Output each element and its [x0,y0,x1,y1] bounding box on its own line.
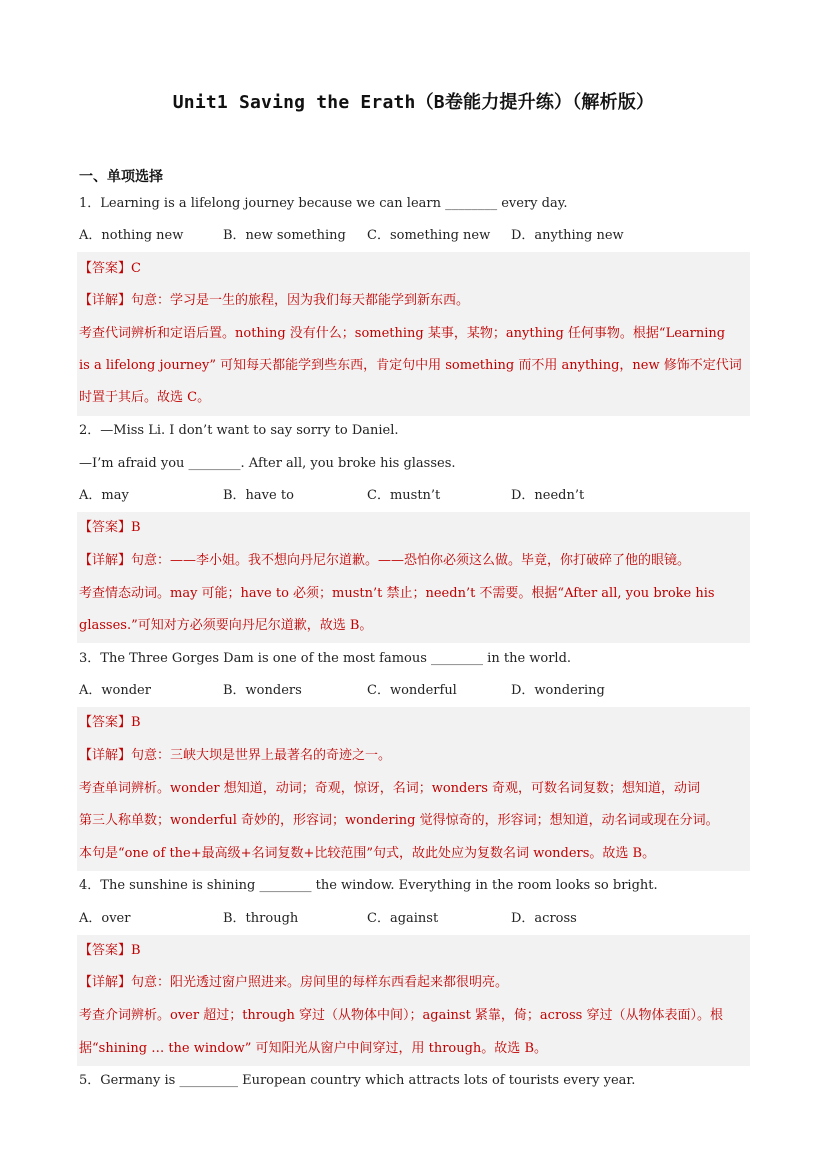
option-b: B．have to [223,488,294,503]
question-stem: 5．Germany is _________ European country which attracts lots of tourists every year. [79,1073,636,1088]
answer-block [77,512,750,643]
detail-line: 【详解】句意：学习是一生的旅程，因为我们每天都能学到新东西。 [79,293,470,308]
detail-line: 时置于其后。故选 C。 [79,390,211,405]
question-stem: 1．Learning is a lifelong journey because we can learn ________ every day. [79,196,568,211]
detail-line: 【详解】句意：——李小姐。我不想向丹尼尔道歉。——恐怕你必须这么做。毕竟，你打破碎了他的眼镜。 [79,553,691,568]
answer-label: 【答案】B [79,520,141,535]
page-title: Unit1 Saving the Erath（B卷能力提升练）（解析版） [172,92,655,113]
option-b: B．wonders [223,683,302,698]
option-d: D．wondering [511,683,605,698]
detail-line: 第三人称单数；wonderful 奇妙的，形容词；wondering 觉得惊奇的，形容词；想知道，动名词或现在分词。 [79,813,719,828]
detail-line: 本句是“one of the+最高级+名词复数+比较范围”句式，故此处应为复数名词 wonders。故选 B。 [79,846,656,861]
option-b: B．new something [223,228,346,243]
option-c: C．against [367,911,439,926]
detail-line: is a lifelong journey” 可知每天都能学到些东西，肯定句中用 something 而不用 anything，new 修饰不定代词 [79,358,742,373]
answer-block [77,252,750,416]
answer-label: 【答案】B [79,715,141,730]
detail-line: 考查代词辨析和定语后置。nothing 没有什么；something 某事，某物；anything 任何事物。根据“Learning [79,326,726,341]
question-stem: —I’m afraid you ________. After all, you broke his glasses. [79,456,456,471]
option-a: A．may [79,488,129,503]
option-d: D．across [511,911,577,926]
question-stem: 2．—Miss Li. I don’t want to say sorry to Daniel. [79,423,399,438]
detail-line: 据“shining … the window” 可知阳光从窗户中间穿过，用 through。故选 B。 [79,1041,547,1056]
detail-line: 考查情态动词。may 可能；have to 必须；mustn’t 禁止；needn’t 不需要。根据“After all, you broke his [79,586,715,601]
option-a: A．wonder [79,683,151,698]
option-a: A．over [79,911,131,926]
question-stem: 4．The sunshine is shining ________ the window. Everything in the room looks so bright. [79,878,658,893]
option-b: B．through [223,911,299,926]
option-d: D．anything new [511,228,624,243]
option-c: C．mustn’t [367,488,441,503]
question-stem: 3．The Three Gorges Dam is one of the most famous ________ in the world. [79,651,572,666]
section-heading: 一、单项选择 [79,169,163,185]
detail-line: 考查介词辨析。over 超过；through 穿过（从物体中间）；against 紧靠，倚；across 穿过（从物体表面）。根 [79,1008,723,1023]
answer-block [77,935,750,1066]
detail-line: 【详解】句意：阳光透过窗户照进来。房间里的每样东西看起来都很明亮。 [79,975,509,990]
answer-label: 【答案】C [79,261,141,276]
detail-line: 【详解】句意：三峡大坝是世界上最著名的奇迹之一。 [79,748,392,763]
option-c: C．something new [367,228,491,243]
answer-label: 【答案】B [79,943,141,958]
detail-line: 考查单词辨析。wonder 想知道，动词；奇观，惊讶，名词；wonders 奇观，可数名词复数；想知道，动词 [79,781,701,796]
option-a: A．nothing new [79,228,184,243]
detail-line: glasses.”可知对方必须要向丹尼尔道歉，故选 B。 [79,618,373,633]
option-d: D．needn’t [511,488,585,503]
option-c: C．wonderful [367,683,457,698]
answer-block [77,707,750,871]
